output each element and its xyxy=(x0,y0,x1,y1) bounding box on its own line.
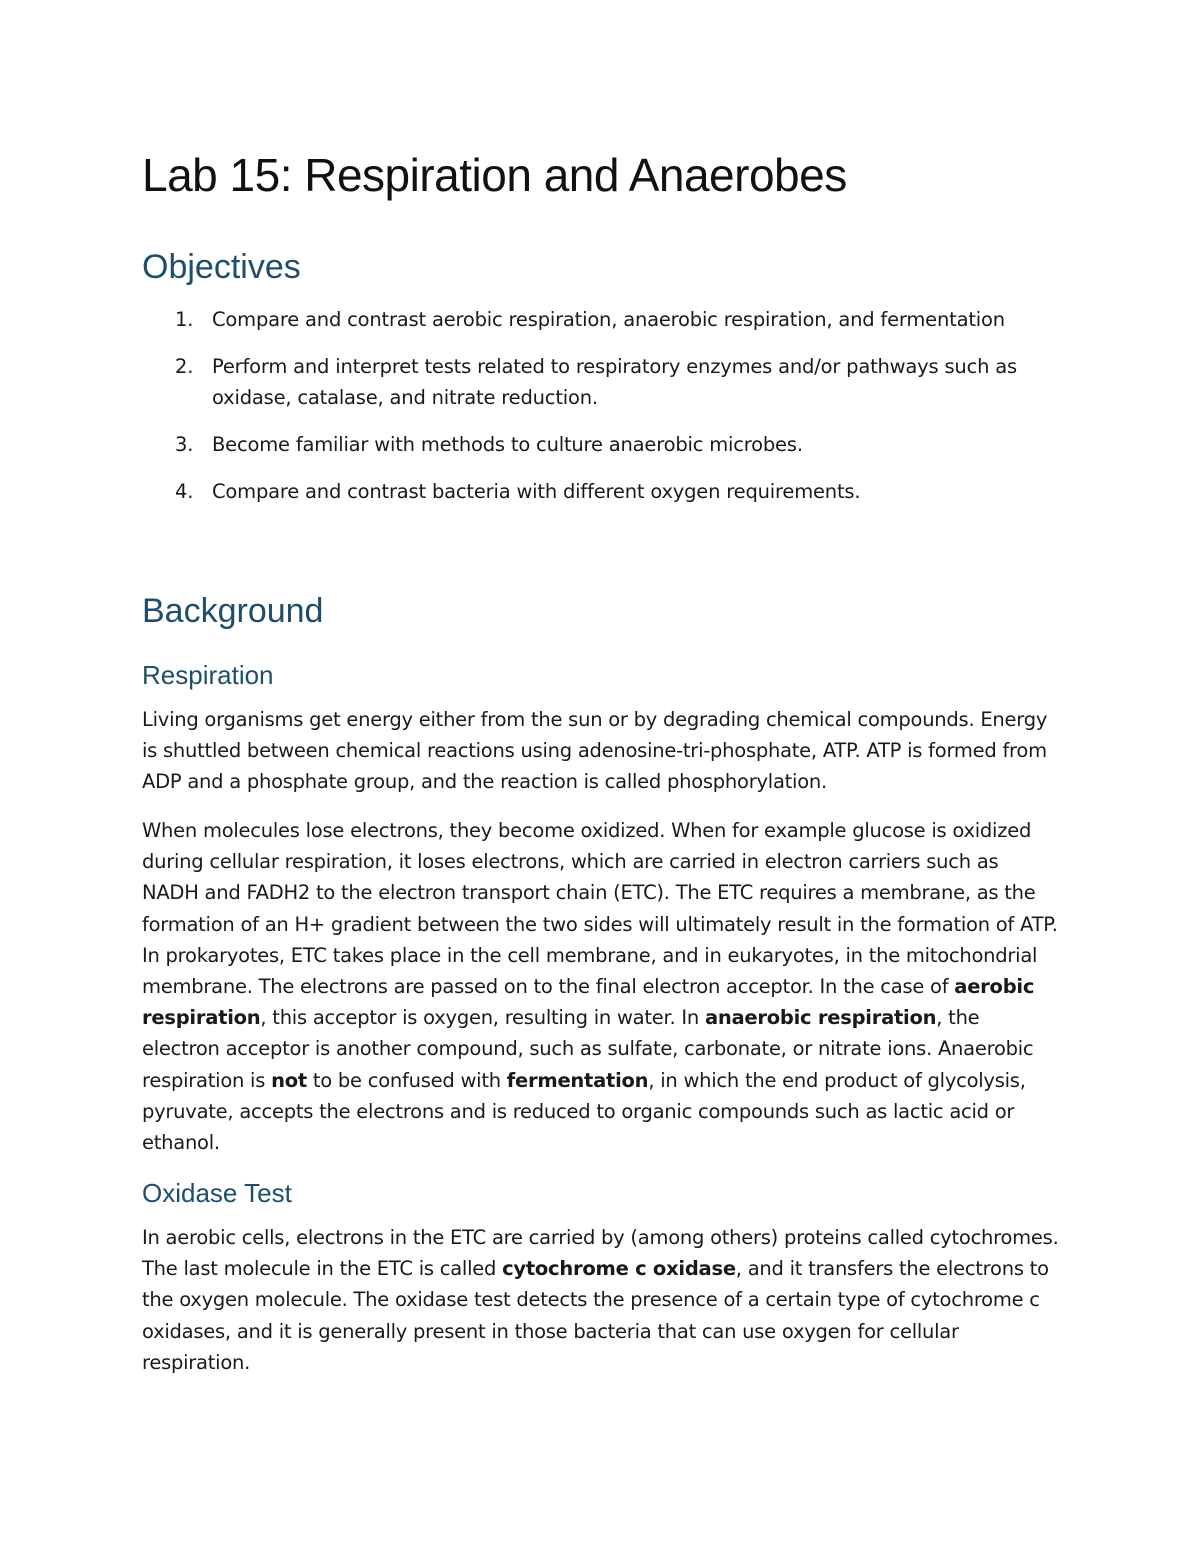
term-fermentation: fermentation xyxy=(506,1068,649,1092)
respiration-paragraph-1: Living organisms get energy either from the sun or by degrading chemical compounds. Energy is shuttled between chemical reactions using adenosine-tri-phosphate, ATP. ATP is formed from ADP and a phosphate group, and the reaction is called phosphorylation. xyxy=(142,708,1048,794)
list-item-text: Compare and contrast aerobic respiration, anaerobic respiration, and fermentation xyxy=(212,308,1005,331)
list-item-text: Compare and contrast bacteria with different oxygen requirements. xyxy=(212,480,861,503)
list-number: 3. xyxy=(175,433,194,456)
paragraph-text: When molecules lose electrons, they become oxidized. When for example glucose is oxidized during cellular respiration, it loses electrons, which are carried in electron carriers such as NADH and FADH2 to the electron transport chain (ETC). The ETC requires a membrane, as the formation of an H+ gradient between the two sides will ultimately result in the formation of ATP. In prokaryotes, ETC takes place in the cell membrane, and in eukaryotes, in the mitochondrial membrane. The electrons are passed on to the final electron acceptor. In the case of xyxy=(142,819,1058,999)
paragraph-text: , in which the end product of glycolysis, pyruvate, accepts the electrons and is reduced to organic compounds such as lactic acid or ethanol. xyxy=(142,1068,1026,1155)
list-number: 1. xyxy=(175,308,194,331)
list-item xyxy=(142,429,1062,460)
list-number: 2. xyxy=(175,355,194,378)
page-title: Lab 15: Respiration and Anaerobes xyxy=(142,149,847,201)
list-item xyxy=(142,351,1062,413)
list-item-text: Become familiar with methods to culture anaerobic microbes. xyxy=(212,433,803,456)
paragraph-text: , the electron acceptor is another compound, such as sulfate, carbonate, or nitrate ions. Anaerobic respiration is xyxy=(142,1006,1034,1092)
paragraph-text: In aerobic cells, electrons in the ETC are carried by (among others) proteins called cytochromes. The last molecule in the ETC is called xyxy=(142,1226,1059,1281)
list-item xyxy=(142,304,1062,335)
oxidase-paragraph xyxy=(142,1222,1060,1378)
term-not: not xyxy=(271,1068,307,1092)
list-number: 4. xyxy=(175,480,194,503)
objectives-list xyxy=(142,304,1062,523)
background-heading: Background xyxy=(142,592,324,630)
list-item-text: Perform and interpret tests related to respiratory enzymes and/or pathways such as oxidase, catalase, and nitrate reduction. xyxy=(212,355,1017,409)
objectives-heading: Objectives xyxy=(142,248,301,286)
respiration-paragraph-2 xyxy=(142,815,1060,1158)
term-anaerobic-respiration: anaerobic respiration xyxy=(704,1006,937,1030)
oxidase-heading: Oxidase Test xyxy=(142,1178,292,1208)
paragraph-text: to be confused with xyxy=(306,1068,507,1092)
list-item xyxy=(142,476,1062,507)
paragraph-text: , this acceptor is oxygen, resulting in water. In xyxy=(260,1006,705,1030)
term-cytochrome-c-oxidase: cytochrome c oxidase xyxy=(502,1257,736,1281)
paragraph-text: , and it transfers the electrons to the oxygen molecule. The oxidase test detects the presence of a certain type of cytochrome c oxidases, and it is generally present in those bacteria that can use oxygen for cellular respiration. xyxy=(142,1257,1049,1374)
term-aerobic-respiration: aerobic respiration xyxy=(142,975,1035,1030)
respiration-heading: Respiration xyxy=(142,660,274,690)
